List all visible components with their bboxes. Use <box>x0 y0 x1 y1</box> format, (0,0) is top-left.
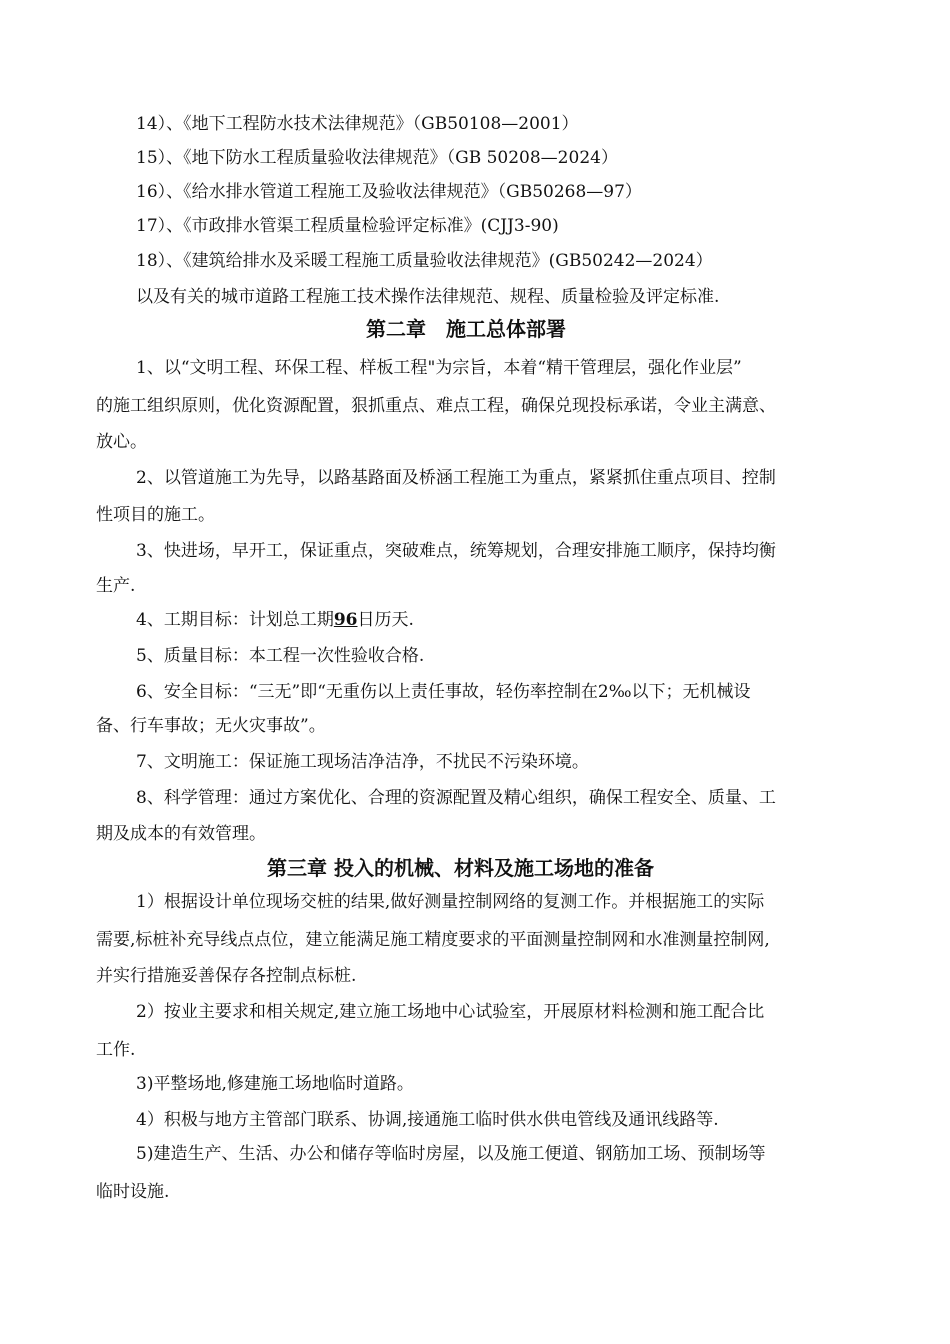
ch2-p8-line1: 8、科学管理：通过方案优化、合理的资源配置及精心组织，确保工程安全、质量、工 <box>136 788 776 808</box>
ch2-p4 <box>136 608 414 632</box>
ch2-p1-line2: 的施工组织原则，优化资源配置，狠抓重点、难点工程，确保兑现投标承诺，令业主满意、 <box>96 396 776 416</box>
ch2-p1-line1: 1、以“文明工程、环保工程、样板工程"为宗旨，本着“精干管理层，强化作业层” <box>136 358 742 378</box>
ch3-p5-line1: 5)建造生产、生活、办公和储存等临时房屋，以及施工便道、钢筋加工场、预制场等 <box>136 1144 766 1164</box>
ch3-p1-line2: 需要,标桩补充导线点点位，建立能满足施工精度要求的平面测量控制网和水准测量控制网, <box>96 930 770 950</box>
ch3-p1-line1: 1）根据设计单位现场交桩的结果,做好测量控制网络的复测工作。并根据施工的实际 <box>136 892 765 912</box>
ch3-p1-line3: 并实行措施妥善保存各控制点标桩. <box>96 966 357 986</box>
ch2-p8-line2: 期及成本的有效管理。 <box>96 824 266 844</box>
ch2-p3-line2: 生产. <box>96 576 136 596</box>
ch3-p4: 4）积极与地方主管部门联系、协调,接通施工临时供水供电管线及通讯线路等. <box>136 1110 719 1130</box>
ref-17: 17）、《市政排水管渠工程质量检验评定标准》(CJJ3-90) <box>136 216 559 236</box>
chapter-2-title: 第二章 施工总体部署 <box>366 317 566 341</box>
ch2-p4-pre: 4、工期目标：计划总工期 <box>136 610 334 630</box>
chapter-3-title: 第三章 投入的机械、材料及施工场地的准备 <box>267 856 654 880</box>
ch2-p4-days: 96 <box>333 610 358 630</box>
ref-14: 14）、《地下工程防水技术法律规范》（GB50108—2001） <box>136 114 579 134</box>
ch2-p1-line3: 放心。 <box>96 432 147 452</box>
ch2-p5: 5、质量目标：本工程一次性验收合格. <box>136 646 425 666</box>
ref-15: 15）、《地下防水工程质量验收法律规范》（GB 50208—2024） <box>136 148 618 168</box>
ref-16: 16）、《给水排水管道工程施工及验收法律规范》（GB50268—97） <box>136 182 642 202</box>
ref-18: 18）、《建筑给排水及采暖工程施工质量验收法律规范》(GB50242—2024） <box>136 251 713 271</box>
ch3-p2-line2: 工作. <box>96 1040 136 1060</box>
ch3-p3: 3)平整场地,修建施工场地临时道路。 <box>136 1074 414 1094</box>
ref-closing: 以及有关的城市道路工程施工技术操作法律规范、规程、质量检验及评定标准. <box>136 287 720 307</box>
ch2-p2-line1: 2、以管道施工为先导，以路基路面及桥涵工程施工为重点，紧紧抓住重点项目、控制 <box>136 468 776 488</box>
ch2-p4-post: 日历天. <box>357 610 414 630</box>
ch2-p3-line1: 3、快进场，早开工，保证重点，突破难点，统筹规划，合理安排施工顺序，保持均衡 <box>136 541 776 561</box>
ch2-p2-line2: 性项目的施工。 <box>96 505 215 525</box>
ch3-p5-line2: 临时设施. <box>96 1182 170 1202</box>
ch3-p2-line1: 2）按业主要求和相关规定,建立施工场地中心试验室，开展原材料检测和施工配合比 <box>136 1002 765 1022</box>
ch2-p7: 7、文明施工：保证施工现场洁净洁净，不扰民不污染环境。 <box>136 752 589 772</box>
ch2-p6-line2: 备、行车事故；无火灾事故”。 <box>96 716 326 736</box>
ch2-p6-line1: 6、安全目标：“三无”即“无重伤以上责任事故，轻伤率控制在2‰以下；无机械设 <box>136 682 751 702</box>
